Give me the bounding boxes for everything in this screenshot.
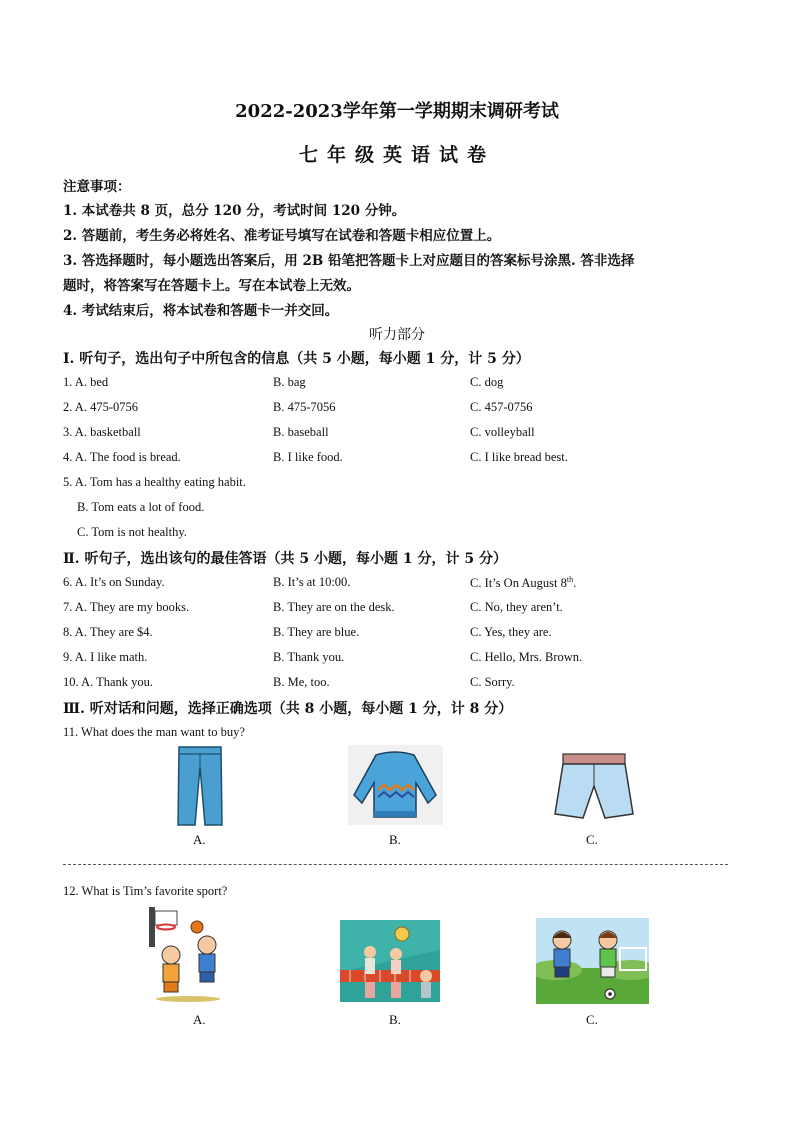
note-item-2: 2. 答题前，考生务必将姓名、准考证号填写在试卷和答题卡相应位置上。: [63, 228, 501, 244]
q6-option-c-end: .: [573, 576, 577, 591]
q6-option-b: B. It’s at 10:00.: [273, 575, 351, 589]
note-item-1: 1. 本试卷共 8 页，总分 120 分，考试时间 120 分钟。: [63, 203, 406, 219]
q10-option-a: 10. A. Thank you.: [63, 675, 154, 689]
q11-option-a-label: A.: [193, 832, 206, 847]
soccer-picture: [536, 918, 649, 1004]
q1-option-a: 1. A. bed: [63, 375, 109, 389]
q7-option-b: B. They are on the desk.: [273, 600, 395, 614]
basketball-picture: [147, 905, 229, 1003]
jeans-picture: [175, 745, 225, 827]
q8-option-a: 8. A. They are $4.: [63, 625, 153, 639]
section3-heading: Ⅲ. 听对话和问题，选择正确选项（共 8 小题，每小题 1 分，计 8 分）: [63, 701, 513, 717]
q4-option-b: B. I like food.: [273, 450, 343, 464]
sweater-picture: [348, 745, 443, 825]
q1-option-c: C. dog: [470, 375, 504, 389]
listening-part-label: 听力部分: [369, 327, 425, 343]
exam-title: 2022-2023学年第一学期期末调研考试: [235, 101, 559, 122]
exam-subtitle: 七年级英语试卷: [298, 144, 495, 166]
q10-option-b: B. Me, too.: [273, 675, 330, 689]
q9-option-c: C. Hello, Mrs. Brown.: [470, 650, 583, 664]
q7-option-c: C. No, they aren’t.: [470, 600, 563, 614]
q11-option-b-label: B.: [389, 832, 401, 847]
q11-option-c-label: C.: [586, 832, 598, 847]
q3-option-c: C. volleyball: [470, 425, 535, 439]
q11-question: 11. What does the man want to buy?: [63, 725, 245, 739]
q12-option-c-label: C.: [586, 1012, 598, 1027]
q4-option-c: C. I like bread best.: [470, 450, 568, 464]
notes-heading: 注意事项：: [63, 179, 131, 195]
q6-option-c: [470, 575, 576, 591]
q2-option-a: 2. A. 475-0756: [63, 400, 138, 414]
section2-heading: Ⅱ. 听句子，选出该句的最佳答语（共 5 小题，每小题 1 分，计 5 分）: [63, 551, 508, 567]
q3-option-b: B. baseball: [273, 425, 329, 439]
q2-option-c: C. 457-0756: [470, 400, 533, 414]
q9-option-b: B. Thank you.: [273, 650, 345, 664]
q7-option-a: 7. A. They are my books.: [63, 600, 190, 614]
q6-option-a: 6. A. It’s on Sunday.: [63, 575, 165, 589]
shorts-picture: [553, 752, 635, 824]
q2-option-b: B. 475-7056: [273, 400, 336, 414]
q6-option-c-sup: th: [566, 575, 574, 584]
q12-option-b-label: B.: [389, 1012, 401, 1027]
q4-option-a: 4. A. The food is bread.: [63, 450, 181, 464]
q5-option-b: B. Tom eats a lot of food.: [77, 500, 205, 514]
note-item-4: 4. 考试结束后，将本试卷和答题卡一并交回。: [63, 303, 339, 319]
q5-option-a: 5. A. Tom has a healthy eating habit.: [63, 475, 246, 489]
q5-option-c: C. Tom is not healthy.: [77, 525, 187, 539]
note-item-3: 3. 答选择题时，每小题选出答案后，用 2B 铅笔把答题卡上对应题目的答案标号涂黑. 答非选择: [63, 253, 635, 269]
q12-question: 12. What is Tim’s favorite sport?: [63, 884, 228, 898]
section1-heading: Ⅰ. 听句子，选出句子中所包含的信息（共 5 小题，每小题 1 分，计 5 分）: [63, 351, 530, 367]
q10-option-c: C. Sorry.: [470, 675, 515, 689]
note-item-3-cont: 题时，将答案写在答题卡上。写在本试卷上无效。: [63, 278, 360, 294]
dashed-divider: [63, 864, 728, 865]
q8-option-b: B. They are blue.: [273, 625, 360, 639]
q3-option-a: 3. A. basketball: [63, 425, 141, 439]
q8-option-c: C. Yes, they are.: [470, 625, 552, 639]
q1-option-b: B. bag: [273, 375, 306, 389]
q9-option-a: 9. A. I like math.: [63, 650, 148, 664]
volleyball-picture: [340, 920, 440, 1002]
q12-option-a-label: A.: [193, 1012, 206, 1027]
q6-option-c-text: C. It’s On August 8: [470, 576, 567, 591]
